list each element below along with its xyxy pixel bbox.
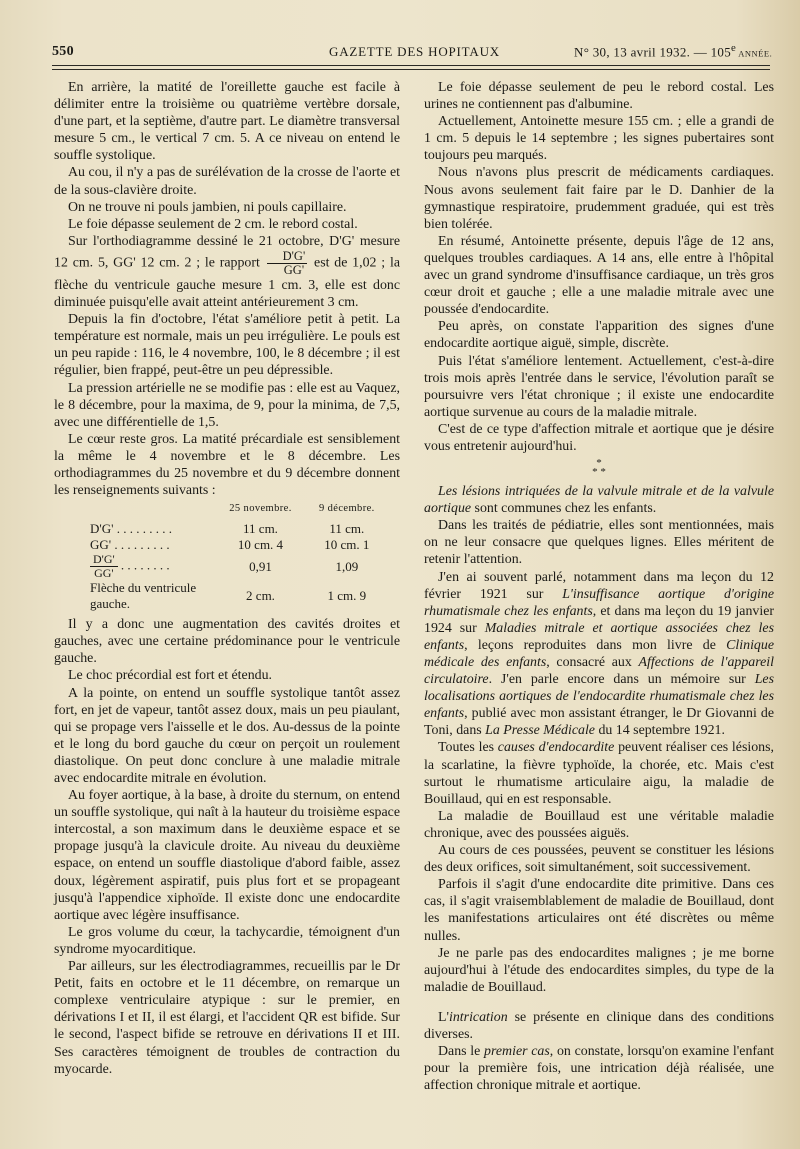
- left-column: [54, 79, 400, 1078]
- paragraph: C'est de ce type d'affection mitrale et aortique que je désire vous entretenir aujourd'hui.: [424, 421, 774, 454]
- cell-value: 1,09: [335, 558, 359, 574]
- leader-dots: . . . . . . . .: [117, 557, 170, 573]
- fraction-numerator: D'G': [267, 250, 308, 264]
- text-run: sont communes chez les enfants.: [471, 501, 657, 517]
- paragraph: Actuellement, Antoinette mesure 155 cm. ; elle a grandi de 1 cm. 5 depuis le 14 septembre ; les signes pubertaires sont toujours peu marqués.: [424, 114, 774, 164]
- star-top: *: [596, 457, 602, 470]
- fraction-numerator: D'G': [90, 553, 118, 567]
- table-row: [90, 580, 390, 612]
- orthodiagram-table: [90, 501, 390, 612]
- text-run: L': [438, 1009, 449, 1025]
- paragraph: Le gros volume du cœur, la tachycardie, témoignent d'un syndrome myocarditique.: [54, 924, 400, 957]
- ratio-fraction: [90, 553, 118, 580]
- italic-run: Clinique médicale des enfants: [424, 637, 774, 670]
- text-run: . J'en parle encore dans un mémoire sur: [488, 672, 755, 688]
- italic-run: intrication: [449, 1009, 508, 1025]
- italic-run: Affections de l'appareil circulatoire: [424, 655, 775, 688]
- issue-sup: e: [731, 42, 737, 54]
- paragraph: Nous n'avons plus prescrit de médicaments cardiaques. Nous avons seulement fait faire par le D. Danhier de la gymnastique respiratoire, prudemment graduée, qui est très bien tolérée.: [424, 165, 774, 232]
- row-label: [90, 553, 217, 580]
- issue-info: [574, 42, 772, 60]
- text-run: Dans le: [438, 1044, 485, 1060]
- paragraph: [424, 1009, 774, 1043]
- text-run: peuvent réaliser ces lésions, la scarlatine, la fièvre typhoïde, la chorée, etc. Mais c'est surtout le rhumatisme articulaire aigu, la maladie de Bouillaud, qui en est responsable.: [424, 740, 774, 807]
- spacer: [424, 996, 774, 1009]
- paragraph: [424, 569, 774, 740]
- paragraph: Parfois il s'agit d'une endocardite dite primitive. Dans ces cas, il s'agit vraisemblablement de maladie de Bouillaud, dont les manifestations articulaires ont été discrètes ou même nulles.: [424, 877, 774, 944]
- fraction-denominator: GG': [283, 262, 305, 277]
- italic-run: Maladies mitrale et aortique associées chez les enfants: [424, 620, 774, 653]
- page-number: 550: [52, 44, 74, 59]
- paragraph: Par ailleurs, sur les électrodiagrammes, recueillis par le Dr Petit, faits en octobre et le 11 décembre, on remarque un complexe ventriculaire atypique : sur le premier, en dérivations I et II, il est élargi, et l'accident QR est bifide. Sur le second, l'aspect bifide se retrouve en dérivations II et III. Ses caractères témoignent de troubles de contraction du myocarde.: [54, 959, 400, 1077]
- italic-run: Les localisations aortiques de l'endocardite rhumatismale chez les enfants: [424, 672, 774, 722]
- paragraph: Depuis la fin d'octobre, l'état s'améliore petit à petit. La température est normale, mais un peu irrégulière. Le pouls est un peu rapide : 116, le 4 novembre, 100, le 8 décembre ; il est régulier, bien frappé, peut-être un peu dépressible.: [54, 312, 400, 379]
- paragraph: [424, 739, 774, 807]
- cell-value: 11 cm.: [329, 521, 365, 537]
- italic-run: La Presse Médicale: [485, 723, 595, 739]
- section-separator: [424, 459, 774, 477]
- table-header-label: [90, 501, 217, 521]
- text-run: , on constate, lorsqu'on examine l'enfant pour la première fois, une intrication déjà réalisée, une affection chronique mitrale et aortique.: [424, 1044, 775, 1094]
- table-header-nov: 25 novembre.: [229, 503, 292, 515]
- table-header-dec: 9 décembre.: [318, 503, 375, 515]
- table-header-row: [90, 501, 390, 521]
- paragraph: En arrière, la matité de l'oreillette gauche est facile à délimiter entre la troisième ou quatrième vertèbre dorsale, d'une part, et la septième, d'autre part. Le diamètre transversal mesure 5 cm., le vertical 7 cm. 5. A ce niveau on entend le souffle systolique.: [54, 80, 400, 164]
- paragraph: Au cou, il n'y a pas de surélévation de la crosse de l'aorte et de la sous-clavière droite.: [54, 165, 400, 198]
- table-row: [90, 521, 390, 537]
- paragraph: Puis l'état s'améliore lentement. Actuellement, c'est-à-dire trois mois après l'entrée dans le service, l'évolution paraît se poursuivre vers l'état chronique ; il existe une endocardite aortique survenue au cours de la maladie mitrale.: [424, 353, 774, 420]
- ratio-fraction: [267, 250, 308, 277]
- paragraph: Je ne parle pas des endocardites malignes ; je me borne aujourd'hui à l'étude des endocardites simples, du type de la maladie de Bouillaud.: [424, 945, 774, 995]
- page-header: [52, 38, 772, 60]
- journal-title: GAZETTE DES HOPITAUX: [329, 44, 500, 59]
- text-run: est de 1,02 ; la flèche du ventricule gauche mesure 1 cm. 3, elle est donc diminuée puisqu'elle avait atteint antérieurement 3 cm.: [54, 255, 400, 311]
- text-run: Sur l'orthodiagramme dessiné le 21 octobre, D'G' mesure 12 cm. 5, GG' 12 cm. 2 ; le rapport: [54, 233, 400, 271]
- paragraph: Peu après, on constate l'apparition des signes d'une endocardite aortique aiguë, simple, discrète.: [424, 319, 774, 352]
- header-rule-thick: [52, 65, 770, 66]
- cell-value: 10 cm. 4: [237, 537, 284, 553]
- row-label: Flèche du ventricule gauche.: [90, 580, 197, 612]
- paragraph: Le foie dépasse seulement de 2 cm. le rebord costal.: [68, 216, 358, 232]
- paragraph: Dans les traités de pédiatrie, elles sont mentionnées, mais on ne leur consacre que quelques lignes. Elles méritent de retenir l'attention.: [424, 518, 774, 568]
- paragraph: Le cœur reste gros. La matité précardiale est sensiblement la même le 4 novembre et le 8 décembre. Les orthodiagrammes du 25 novembre et du 9 décembre donnent les renseignements suivants :: [54, 431, 400, 499]
- text-run: du 14 septembre 1921.: [594, 723, 725, 739]
- cell-value: 10 cm. 1: [324, 537, 370, 553]
- italic-run: L'insuffisance aortique d'origine rhumatismale chez les enfants: [424, 586, 774, 619]
- paragraph: [424, 1043, 774, 1094]
- paragraph: A la pointe, on entend un souffle systolique tantôt assez fort, en jet de vapeur, tantôt assez doux, mais un peu piaulant, qui se propage vers l'aisselle et le dos. Au-dessus de la pointe et le long du bord gauche du cœur on perçoit un roulement diastolique. On peut donc conclure à une maladie mitrale avec endocardite mitrale en évolution.: [54, 685, 400, 786]
- text-run: , publié avec mon assistant étranger, le Dr Giovanni de Toni, dans: [424, 706, 774, 739]
- text-run: J'en ai souvent parlé, notamment dans ma leçon du 12 février 1921 sur: [424, 569, 774, 602]
- header-rule-thin: [52, 69, 770, 70]
- paragraph: Il y a donc une augmentation des cavités droites et gauches, avec une certaine prédominance pour le ventricule gauche.: [54, 617, 400, 667]
- fraction-denominator: GG': [94, 566, 114, 581]
- text-run: se présente en clinique dans des conditions diverses.: [424, 1009, 774, 1042]
- issue-annee: ANNÉE.: [736, 48, 773, 59]
- paragraph: On ne trouve ni pouls jambien, ni pouls capillaire.: [68, 199, 347, 215]
- cell-value: 0,91: [249, 558, 272, 574]
- paragraph: La pression artérielle ne se modifie pas : elle est au Vaquez, le 8 décembre, pour la maxima, de 9, pour la minima, de 7,5, avec une différentielle de 1,5.: [54, 380, 400, 430]
- paragraph: Le choc précordial est fort et étendu.: [68, 668, 273, 684]
- issue-date: N° 30, 13 avril 1932. — 105: [574, 44, 732, 60]
- paragraph: [54, 233, 400, 311]
- italic-run: causes d'endocardite: [497, 740, 615, 756]
- table-row: [90, 553, 390, 580]
- row-label: GG' . . . . . . . . .: [90, 537, 170, 553]
- cell-value: 2 cm.: [246, 588, 275, 604]
- table-row: [90, 537, 390, 553]
- cell-value: 11 cm.: [243, 521, 278, 537]
- italic-run: premier cas: [484, 1044, 550, 1060]
- star-bottom: * *: [592, 466, 606, 479]
- right-column: [424, 79, 774, 1094]
- paragraph: Le foie dépasse seulement de peu le rebord costal. Les urines ne contiennent pas d'albumine.: [424, 80, 774, 113]
- paragraph: En résumé, Antoinette présente, depuis l'âge de 12 ans, quelques troubles cardiaques. A 14 ans, elle entre à l'hôpital avec un grand syndrome d'insuffisance cardiaque, un très gros cœur droit et gauche ; elle a une maladie mitrale avec une poussée d'endocardite.: [424, 233, 774, 318]
- paragraph: Au foyer aortique, à la base, à droite du sternum, on entend un souffle systolique, qui naît à la hauteur du troisième espace intercostal, a son maximum dans le deuxième espace et se propage jusqu'à la clavicule droite. Au niveau du deuxième espace, on entend un souffle diastolique d'abord faible, assez doux, légèrement aspiratif, puis plus fort et se propageant jusqu'à l'appendice xiphoïde. Il existe donc une endocardite aortique avec légère insuffisance.: [54, 788, 400, 923]
- text-run: Toutes les: [438, 740, 498, 756]
- text-run: , consacré aux: [546, 655, 639, 670]
- text-run: , leçons reproduites dans mon livre de: [464, 637, 727, 653]
- paragraph: La maladie de Bouillaud est une véritable maladie chronique, avec des poussées aiguës.: [424, 808, 774, 841]
- row-label: D'G' . . . . . . . . .: [90, 521, 172, 537]
- paragraph: Au cours de ces poussées, peuvent se constituer les lésions des deux orifices, soit simultanément, soit successivement.: [424, 843, 774, 876]
- italic-run: Les lésions intriquées de la valvule mitrale et de la valvule aortique: [424, 484, 774, 517]
- paragraph: [424, 483, 774, 517]
- cell-value: 1 cm. 9: [327, 588, 367, 604]
- text-run: , et dans ma leçon du 19 janvier 1924 sur: [424, 603, 774, 636]
